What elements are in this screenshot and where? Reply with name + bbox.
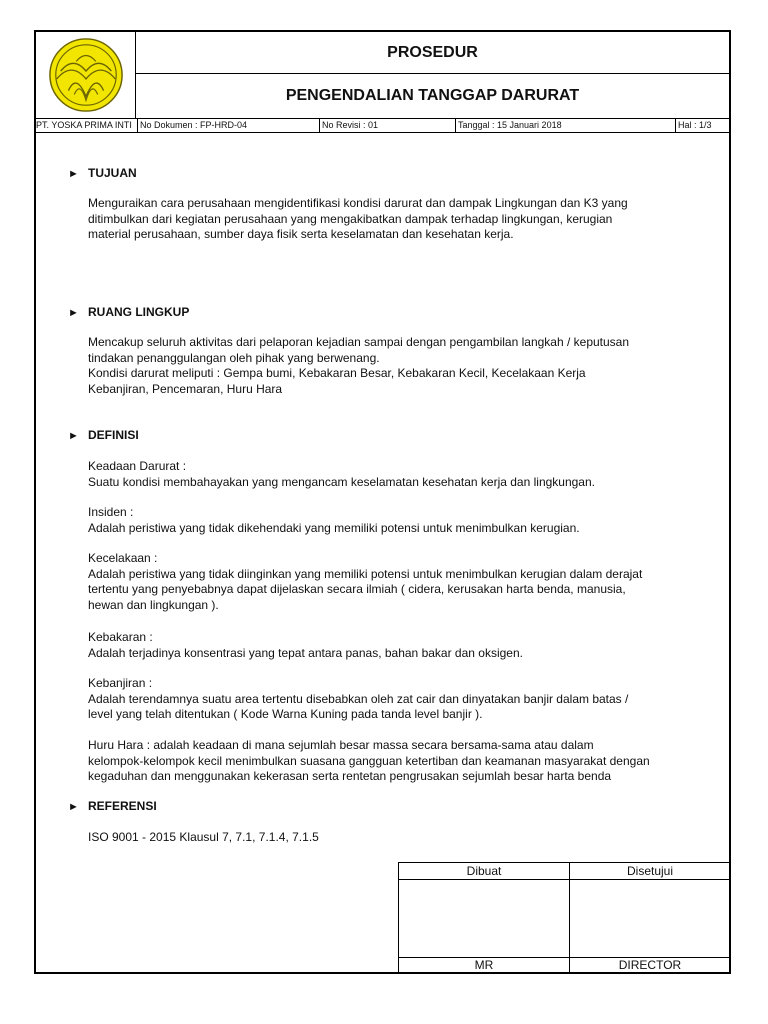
text-line: level yang telah ditentukan ( Kode Warna Kuning pada tanda level banjir ). — [88, 707, 483, 721]
signature-approved-label: Disetujui — [570, 863, 730, 880]
document-title: PROSEDUR — [136, 32, 729, 74]
text-line: Mencakup seluruh aktivitas dari pelaporan kejadian sampai dengan pengambilan langkah / keputusan — [88, 335, 630, 349]
bullet-arrow-icon: ► — [68, 307, 79, 319]
text-line: Adalah peristiwa yang tidak diinginkan yang memiliki potensi untuk menimbulkan kerugian dalam derajat — [88, 566, 643, 581]
page-number: Hal : 1/3 — [675, 119, 731, 132]
referensi-text — [88, 830, 708, 846]
tujuan-text — [88, 196, 708, 243]
signature-approved-role: DIRECTOR — [570, 957, 730, 973]
section-definisi-heading — [68, 428, 139, 442]
section-referensi-heading — [68, 799, 157, 813]
text-line: Keadaan Darurat : — [88, 459, 187, 473]
text-line: Adalah terendamnya suatu area tertentu disebabkan oleh zat cair dan dinyatakan banjir dalam batas / — [88, 691, 629, 706]
definisi-insiden — [88, 505, 708, 536]
signature-made-label: Dibuat — [399, 863, 569, 880]
signature-table — [398, 862, 731, 974]
text-line: Adalah terjadinya konsentrasi yang tepat antara panas, bahan bakar dan oksigen. — [88, 645, 523, 660]
document-date: Tanggal : 15 Januari 2018 — [455, 119, 675, 132]
text-line: ISO 9001 - 2015 Klausul 7, 7.1, 7.1.4, 7.1.5 — [88, 830, 319, 844]
revision-number: No Revisi : 01 — [319, 119, 455, 132]
text-line: Kebakaran : — [88, 630, 153, 644]
section-referensi-label: REFERENSI — [88, 799, 157, 813]
definisi-kebanjiran — [88, 676, 708, 723]
text-line: material perusahaan, sumber daya fisik serta keselamatan dan kesehatan kerja. — [88, 227, 514, 241]
text-line: Insiden : — [88, 505, 134, 519]
text-line: tertentu yang penyebabnya dapat dijelaskan secara ilmiah ( cidera, kerusakan harta benda, manusia, — [88, 582, 626, 596]
text-line: Adalah peristiwa yang tidak dikehendaki yang memiliki potensi untuk menimbulkan kerugian. — [88, 520, 580, 535]
signature-column-made — [399, 863, 570, 973]
company-name: PT. YOSKA PRIMA INTI — [36, 120, 132, 130]
text-line: Kebanjiran, Pencemaran, Huru Hara — [88, 381, 283, 396]
definisi-kecelakaan — [88, 551, 708, 613]
signature-made-role: MR — [399, 957, 569, 973]
text-line: Huru Hara : adalah keadaan di mana sejumlah besar massa secara bersama-sama atau dalam — [88, 738, 594, 752]
text-line: ditimbulkan dari kegiatan perusahaan yang mengakibatkan dampak terhadap lingkungan, kerugian — [88, 211, 613, 226]
text-line: kelompok-kelompok kecil menimbulkan suasana gangguan ketertiban dan keamanan masyarakat dengan — [88, 753, 650, 768]
text-line: Kebanjiran : — [88, 676, 153, 690]
ruang-lingkup-text — [88, 335, 708, 397]
text-line: Menguraikan cara perusahaan mengidentifikasi kondisi darurat dan dampak Lingkungan dan K3 yang — [88, 196, 628, 210]
logo-cell — [36, 32, 136, 118]
definisi-keadaan-darurat — [88, 459, 708, 490]
signature-column-approved — [570, 863, 730, 973]
text-line: tindakan penanggulangan oleh pihak yang berwenang. — [88, 350, 380, 365]
document-number: No Dokumen : FP-HRD-04 — [137, 119, 319, 132]
definisi-huru-hara — [88, 738, 708, 785]
text-line: Suatu kondisi membahayakan yang mengancam keselamatan kesehatan kerja dan lingkungan. — [88, 474, 595, 489]
section-ruang-lingkup-label: RUANG LINGKUP — [88, 305, 190, 319]
bullet-arrow-icon: ► — [68, 801, 79, 813]
section-definisi-label: DEFINISI — [88, 428, 139, 442]
bullet-arrow-icon: ► — [68, 168, 79, 180]
text-line: Kecelakaan : — [88, 551, 158, 565]
text-line: Kondisi darurat meliputi : Gempa bumi, Kebakaran Besar, Kebakaran Kecil, Kecelakaan Kerja — [88, 366, 586, 380]
section-tujuan-label: TUJUAN — [88, 166, 137, 180]
document-info-row — [34, 118, 731, 133]
definisi-kebakaran — [88, 630, 708, 661]
company-logo-icon — [47, 36, 125, 114]
text-line: hewan dan lingkungan ). — [88, 597, 219, 612]
section-ruang-lingkup-heading — [68, 305, 189, 319]
text-line: kegaduhan dan menggunakan kekerasan serta rentetan pengrusakan sejumlah besar harta benda — [88, 769, 612, 783]
section-tujuan-heading — [68, 166, 137, 180]
bullet-arrow-icon: ► — [68, 430, 79, 442]
document-subtitle: PENGENDALIAN TANGGAP DARURAT — [285, 87, 580, 104]
